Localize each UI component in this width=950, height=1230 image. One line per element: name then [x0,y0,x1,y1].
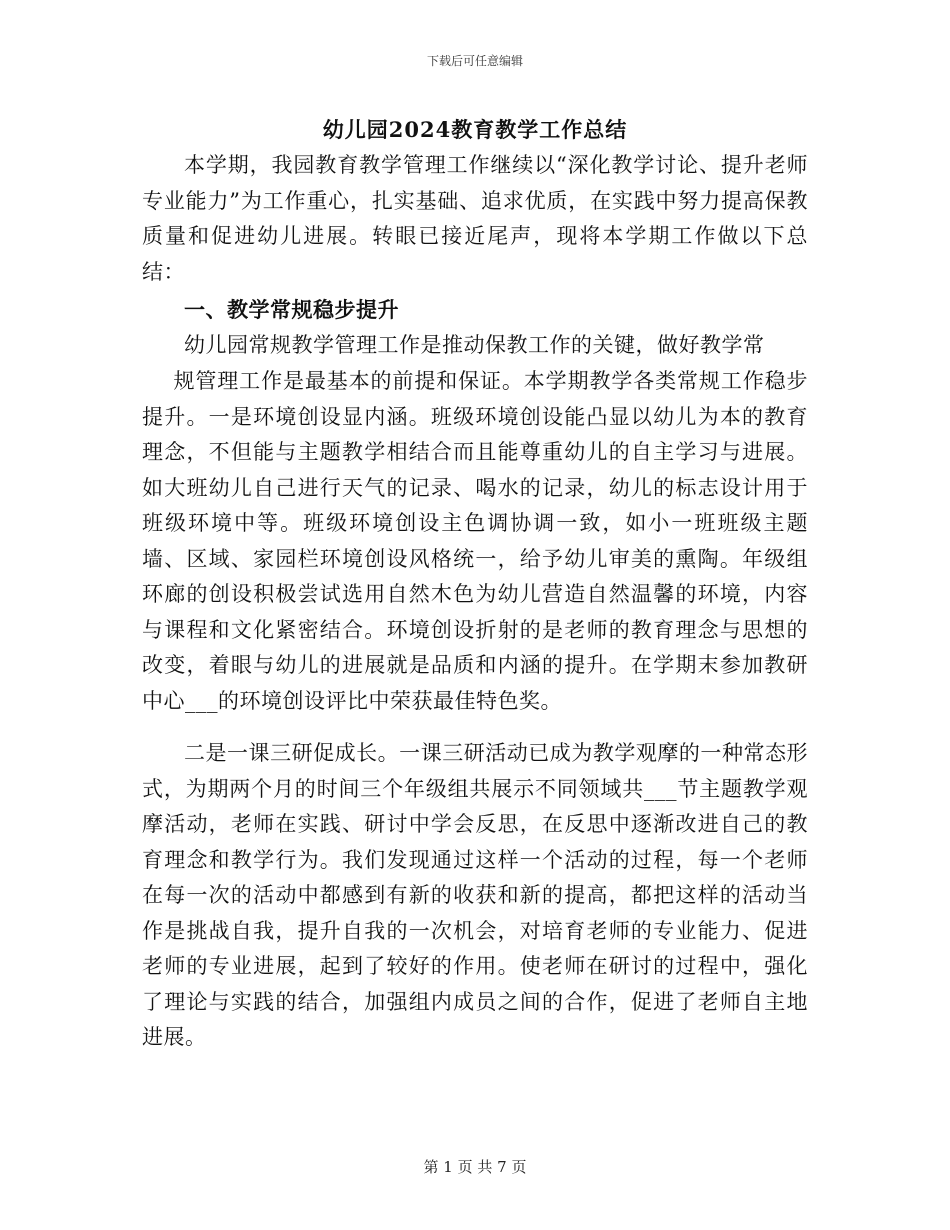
section-1-first-line-block [142,328,808,364]
section-2-paragraph: 二是一课三研促成长。一课三研活动已成为教学观摩的一种常态形式，为期两个月的时间三个年级组共展示不同领域共___节主题教学观摩活动，老师在实践、研讨中学会反思，在反思中逐渐改进自己的教育理念和教学行为。我们发现通过这样一个活动的过程，每一个老师在每一次的活动中都感到有新的收获和新的提高，都把这样的活动当作是挑战自我，提升自我的一次机会，对培育老师的专业能力、促进老师的专业进展，起到了较好的作用。使老师在研讨的过程中，强化了理论与实践的结合，加强组内成员之间的合作，促进了老师自主地进展。 [142,741,808,1049]
section-1-body: 规管理工作是最基本的前提和保证。本学期教学各类常规工作稳步提升。一是环境创设显内涵。班级环境创设能凸显以幼儿为本的教育理念，不但能与主题教学相结合而且能尊重幼儿的自主学习与进展。如大班幼儿自己进行天气的记录、喝水的记录，幼儿的标志设计用于班级环境中等。班级环境创设主色调协调一致，如小一班班级主题墙、区域、家园栏环境创设风格统一，给予幼儿审美的熏陶。年级组环廊的创设积极尝试选用自然木色为幼儿营造自然温馨的环境，内容与课程和文化紧密结合。环境创设折射的是老师的教育理念与思想的改变，着眼与幼儿的进展就是品质和内涵的提升。在学期末参加教研中心___的环境创设评比中荣获最佳特色奖。 [142,369,808,713]
section-1-heading-block [142,292,808,328]
section-1-first-line: 幼儿园常规教学管理工作是推动保教工作的关键，做好教学常 [184,333,765,357]
download-note: 下载后可任意编辑 [426,54,523,68]
page-number: 第 1 页 共 7 页 [423,1158,527,1176]
section-1-heading: 一、教学常规稳步提升 [184,297,399,322]
document-title: 幼儿园2024教育教学工作总结 [322,117,628,142]
intro-paragraph: 本学期，我园教育教学管理工作继续以“深化教学讨论、提升老师专业能力”为工作重心，扎实基础、追求优质，在实践中努力提高保教质量和促进幼儿进展。转眼已接近尾声，现将本学期工作做以下总结： [142,153,808,284]
section-2-paragraph-block [142,736,808,1056]
intro-paragraph-block [142,148,808,290]
section-1-body-block [142,364,808,719]
